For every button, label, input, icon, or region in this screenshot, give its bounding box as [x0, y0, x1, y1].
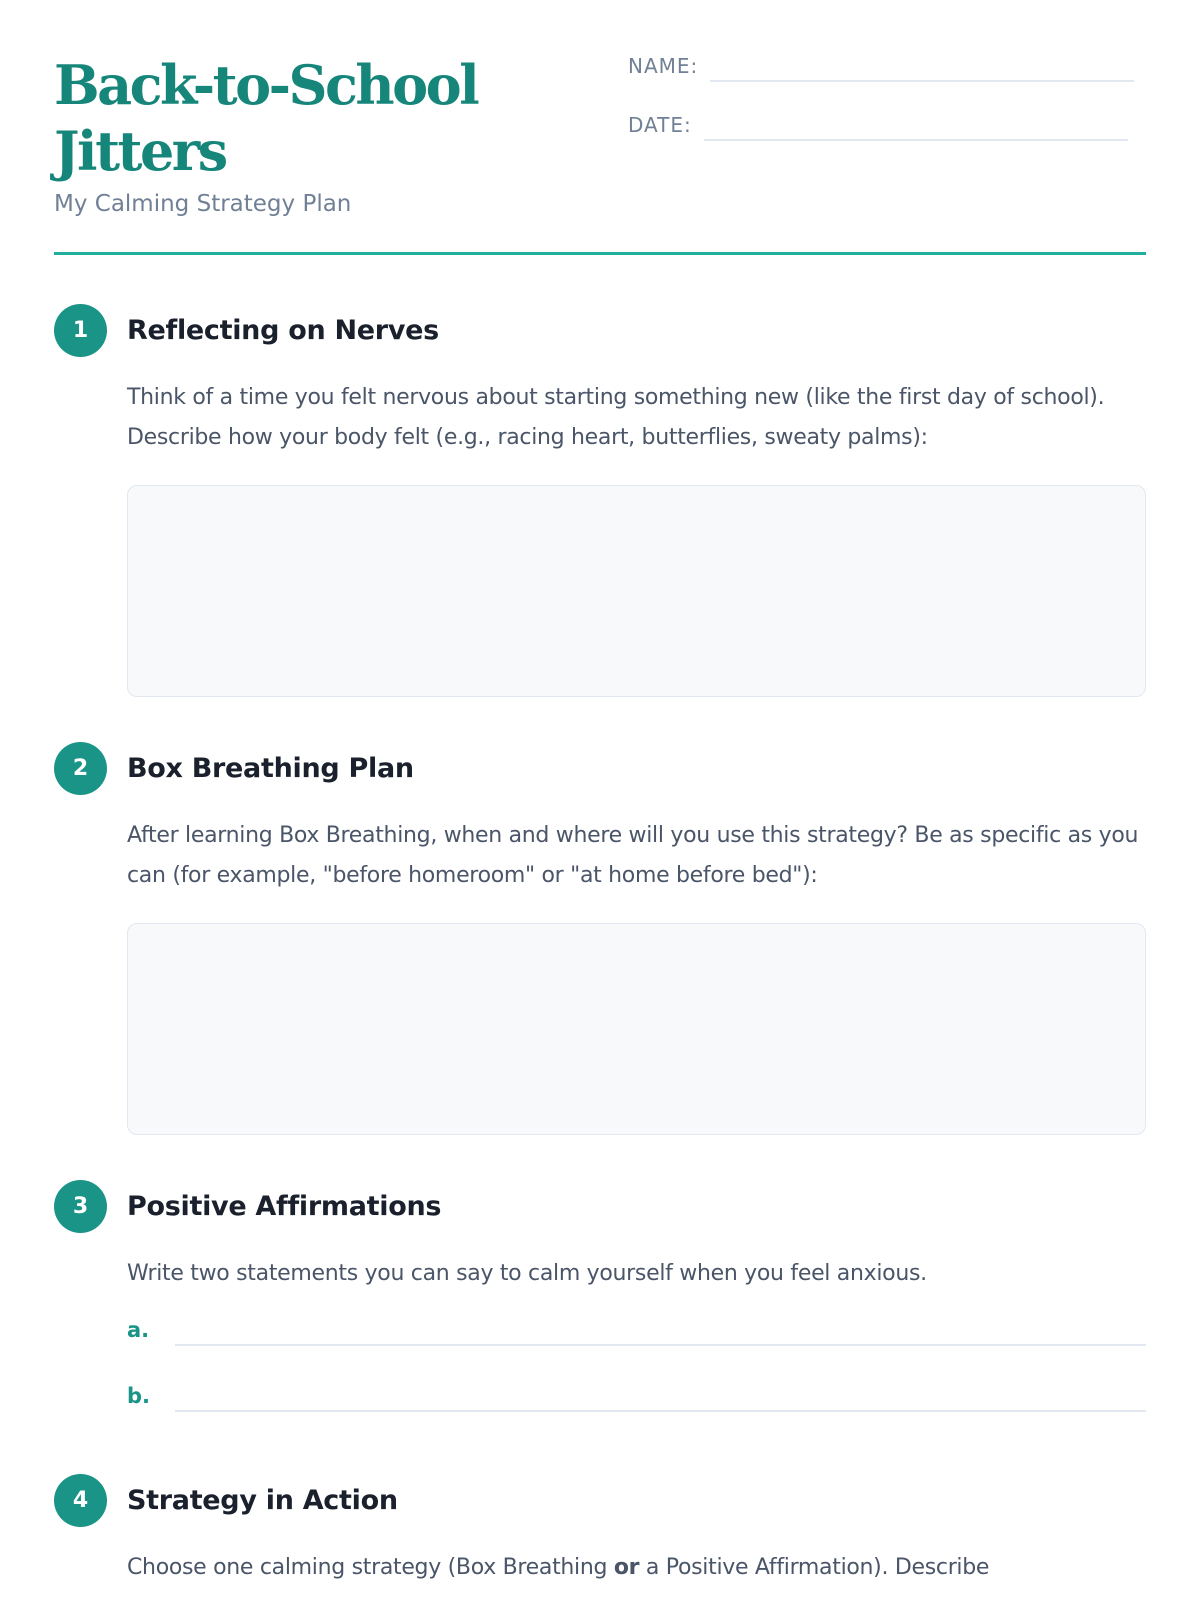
- section-prompt: [127, 1548, 1146, 1588]
- section-prompt: Write two statements you can say to calm yourself when you feel anxious.: [127, 1261, 927, 1286]
- name-field[interactable]: [628, 54, 1134, 82]
- affirmation-write-line[interactable]: [175, 1410, 1146, 1412]
- prompt-text: a Positive Affirmation). Describe: [639, 1555, 990, 1580]
- answer-box[interactable]: [127, 485, 1146, 697]
- page-subtitle: My Calming Strategy Plan: [54, 191, 352, 217]
- section-title: Strategy in Action: [127, 1485, 398, 1516]
- section-number-badge: 2: [54, 742, 107, 795]
- page-title: Back-to-School Jitters: [54, 53, 478, 183]
- section-number-badge: 4: [54, 1474, 107, 1527]
- date-input-line[interactable]: [704, 139, 1128, 141]
- date-field[interactable]: [628, 113, 1128, 141]
- prompt-text: Choose one calming strategy (Box Breathing: [127, 1555, 614, 1580]
- affirmation-label: b.: [127, 1384, 151, 1408]
- section-number-badge: 3: [54, 1180, 107, 1233]
- section-title: Box Breathing Plan: [127, 753, 414, 784]
- section-number-badge: 1: [54, 304, 107, 357]
- name-label: NAME:: [628, 54, 699, 78]
- section-prompt: After learning Box Breathing, when and where will you use this strategy? Be as specific as you can (for example, "before homeroom" or "at home before bed"):: [127, 823, 1139, 888]
- affirmation-write-line[interactable]: [175, 1344, 1146, 1346]
- name-input-line[interactable]: [710, 80, 1134, 82]
- affirmation-line-b[interactable]: [127, 1382, 1146, 1412]
- section-title: Positive Affirmations: [127, 1191, 442, 1222]
- prompt-emphasis: or: [613, 1555, 640, 1580]
- affirmation-label: a.: [127, 1318, 150, 1342]
- affirmation-line-a[interactable]: [127, 1316, 1146, 1346]
- section-prompt: Think of a time you felt nervous about starting something new (like the first day of school). Describe how your body felt (e.g., racing heart, butterflies, sweaty palms):: [127, 385, 1105, 450]
- header-divider: [54, 252, 1146, 255]
- answer-box[interactable]: [127, 923, 1146, 1135]
- section-title: Reflecting on Nerves: [127, 315, 439, 346]
- date-label: DATE:: [628, 113, 692, 137]
- worksheet-header: [54, 0, 1146, 258]
- worksheet-page: [54, 0, 1146, 1600]
